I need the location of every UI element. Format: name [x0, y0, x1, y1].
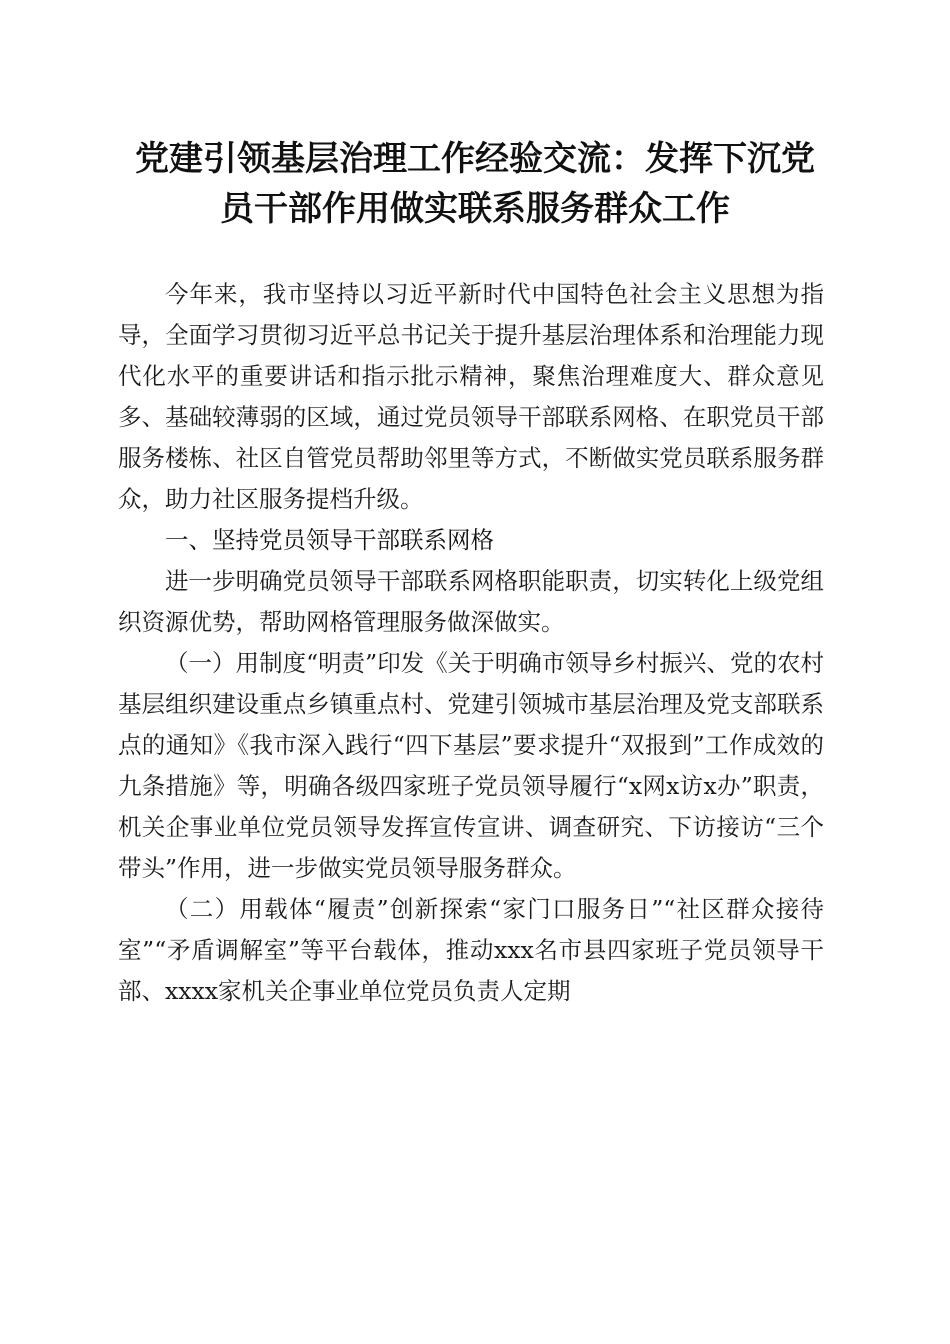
- title-line-2: 员干部作用做实联系服务群众工作: [220, 189, 730, 229]
- section-1-lead-paragraph: 进一步明确党员领导干部联系网格职能职责，切实转化上级党组织资源优势，帮助网格管理服务做深做实。: [118, 567, 824, 636]
- section-1-heading: 一、坚持党员领导干部联系网格: [165, 526, 494, 554]
- section-1-item-2-paragraph: （二）用载体“履责”创新探索“家门口服务日”“社区群众接待室”“矛盾调解室”等平台载体，推动xxx名市县四家班子党员领导干部、xxxx家机关企事业单位党员负责人定期: [118, 895, 824, 1005]
- title-line-1: 党建引领基层治理工作经验交流：发挥下沉党: [135, 139, 815, 179]
- document-body: [118, 274, 824, 1012]
- section-1-item-1-paragraph: （一）用制度“明责”印发《关于明确市领导乡村振兴、党的农村基层组织建设重点乡镇重点村、党建引领城市基层治理及党支部联系点的通知》《我市深入践行“四下基层”要求提升“双报到”工作成效的九条措施》等，明确各级四家班子党员领导履行“x网x访x办”职责，机关企事业单位党员领导发挥宣传宣讲、调查研究、下访接访“三个带头”作用，进一步做实党员领导服务群众。: [118, 649, 824, 882]
- document-title: [100, 134, 850, 234]
- intro-paragraph: 今年来，我市坚持以习近平新时代中国特色社会主义思想为指导，全面学习贯彻习近平总书记关于提升基层治理体系和治理能力现代化水平的重要讲话和指示批示精神，聚焦治理难度大、群众意见多、基础较薄弱的区域，通过党员领导干部联系网格、在职党员干部服务楼栋、社区自管党员帮助邻里等方式，不断做实党员联系服务群众，助力社区服务提档升级。: [118, 280, 824, 513]
